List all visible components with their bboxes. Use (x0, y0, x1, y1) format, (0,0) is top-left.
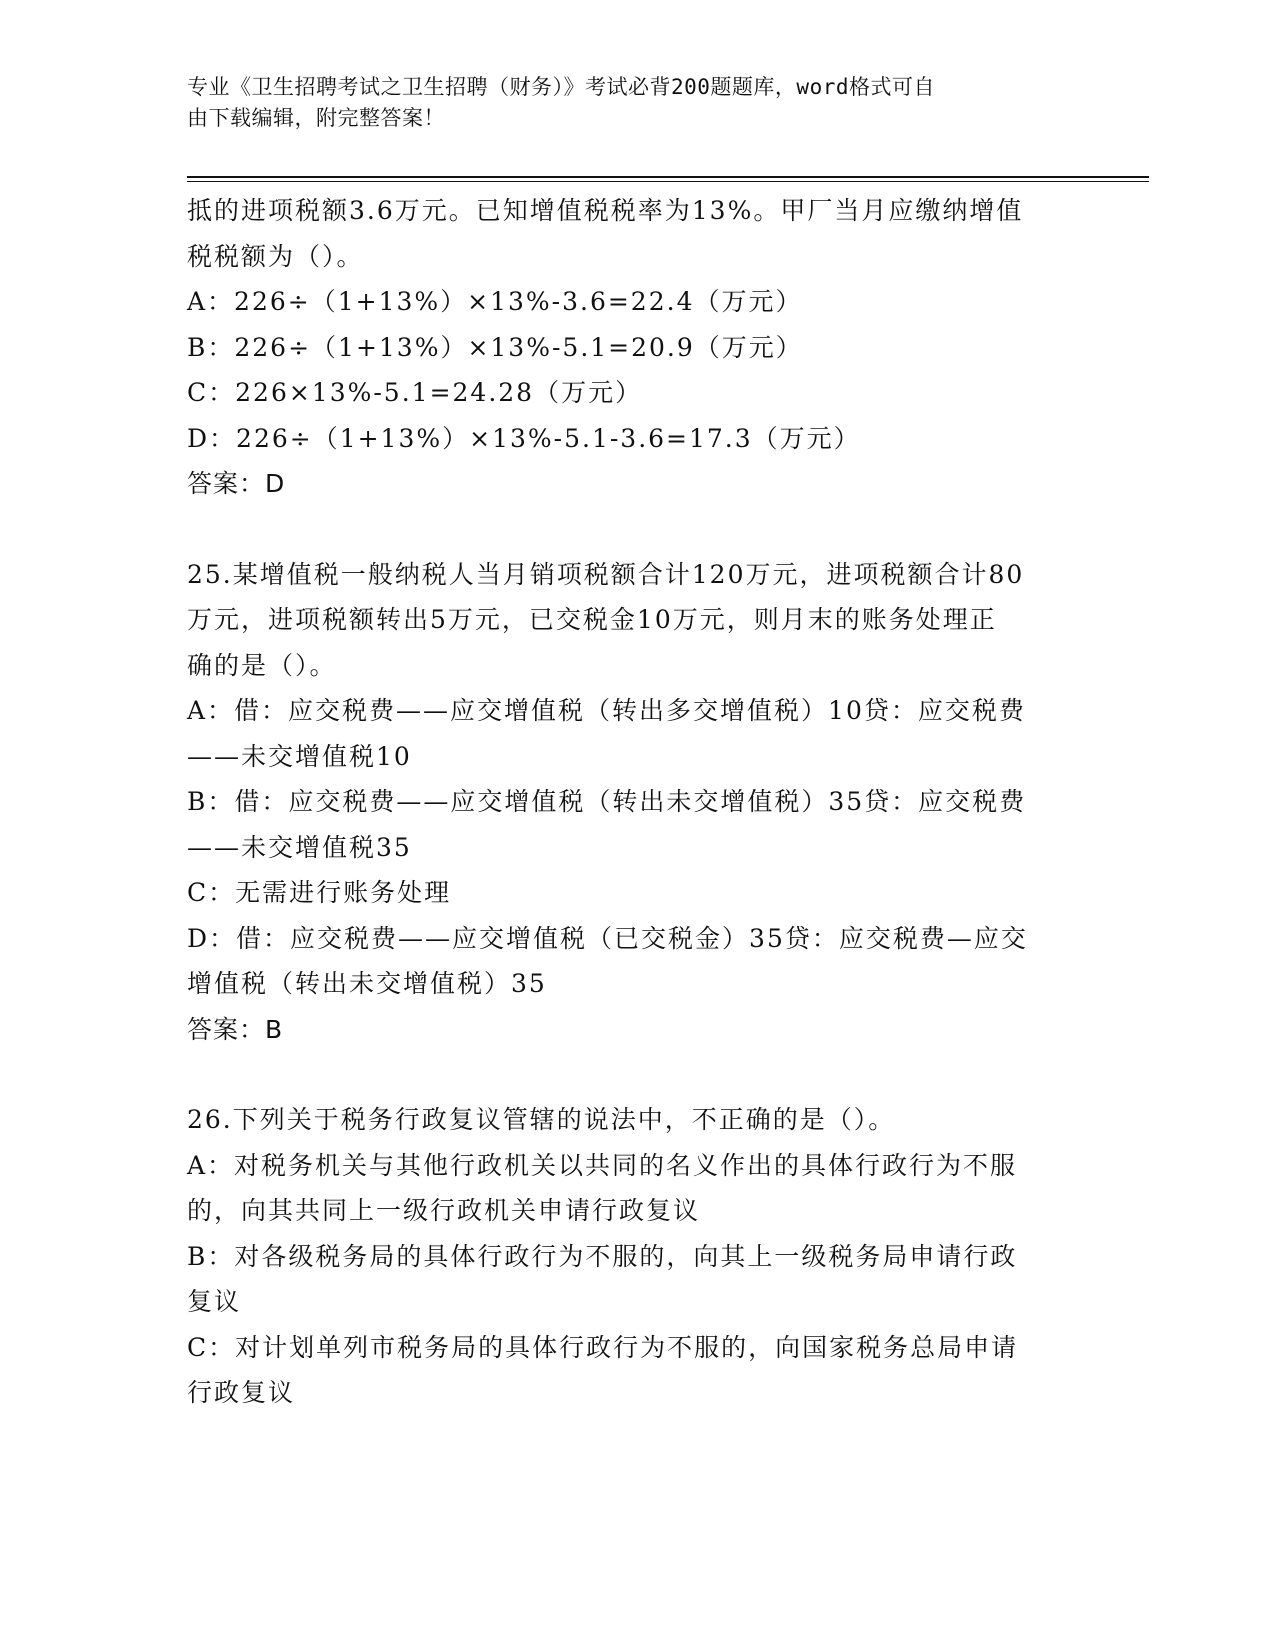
option-b: B：226÷（1+13%）×13%-5.1=20.9（万元） (187, 332, 803, 362)
question-stem-line: 25.某增值税一般纳税人当月销项税额合计120万元，进项税额合计80 (187, 559, 1025, 589)
option-b: B：借：应交税费——应交增值税（转出未交增值税）35贷：应交税费 (187, 787, 1027, 816)
option-d: D：226÷（1+13%）×13%-5.1-3.6=17.3（万元） (187, 423, 861, 453)
question-26 (187, 1097, 1087, 1416)
option-c-continued: 行政复议 (187, 1378, 296, 1407)
option-a: A：借：应交税费——应交增值税（转出多交增值税）10贷：应交税费 (187, 696, 1026, 725)
option-a-continued: 的，向其共同上一级行政机关申请行政复议 (187, 1196, 701, 1225)
option-b: B：对各级税务局的具体行政行为不服的，向其上一级税务局申请行政 (187, 1241, 1018, 1271)
header-divider-thin (187, 181, 1149, 182)
header-line-2: 由下载编辑，附完整答案！ (187, 106, 445, 130)
option-c: C：226×13%-5.1=24.28（万元） (187, 378, 643, 407)
document-body (187, 188, 1087, 1416)
option-a: A：对税务机关与其他行政机关以共同的名义作出的具体行政行为不服 (187, 1150, 1018, 1180)
option-c: C：对计划单列市税务局的具体行政行为不服的，向国家税务总局申请 (187, 1332, 1019, 1362)
header-line-1: 专业《卫生招聘考试之卫生招聘（财务）》考试必背200题题库，word格式可自 (187, 75, 935, 99)
document-header (187, 72, 1067, 134)
question-stem-line: 抵的进项税额3.6万元。已知增值税税率为13%。甲厂当月应缴纳增值 (187, 196, 1024, 225)
answer: 答案：D (187, 469, 286, 498)
answer: 答案：B (187, 1014, 284, 1044)
question-stem-line: 税税额为（）。 (187, 241, 364, 271)
question-spacer (187, 1052, 1087, 1097)
question-25 (187, 552, 1087, 1053)
option-b-continued: ——未交增值税35 (187, 832, 412, 862)
option-a-continued: ——未交增值税10 (187, 741, 412, 771)
question-spacer (187, 507, 1087, 552)
question-stem: 26.下列关于税务行政复议管辖的说法中，不正确的是（）。 (187, 1105, 896, 1134)
option-c: C：无需进行账务处理 (187, 878, 452, 907)
option-b-continued: 复议 (187, 1287, 242, 1316)
header-divider-thick (187, 176, 1149, 178)
option-d-continued: 增值税（转出未交增值税）35 (187, 969, 547, 998)
question-24 (187, 188, 1087, 507)
question-stem-line: 万元，进项税额转出5万元，已交税金10万元，则月末的账务处理正 (187, 605, 997, 634)
option-a: A：226÷（1+13%）×13%-3.6=22.4（万元） (187, 287, 803, 316)
option-d: D：借：应交税费——应交增值税（已交税金）35贷：应交税费—应交 (187, 923, 1028, 953)
question-stem-line: 确的是（）。 (187, 650, 337, 680)
